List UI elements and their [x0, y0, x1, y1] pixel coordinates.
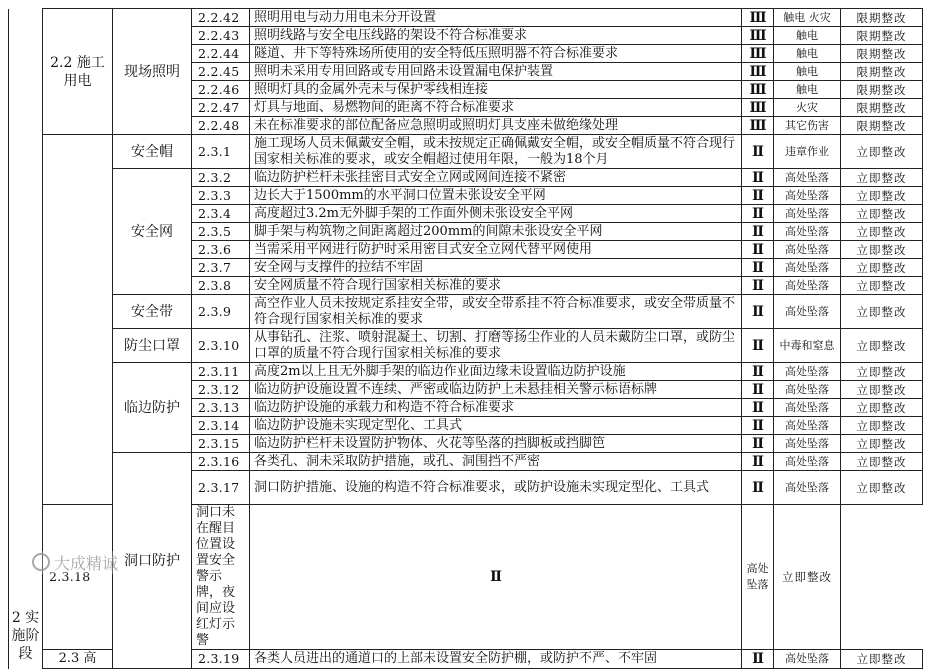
action-cell: 立即整改 — [841, 135, 923, 169]
code-cell: 2.3.1 — [192, 135, 250, 169]
hazard-cell: 高处坠落 — [774, 277, 841, 295]
description-cell: 安全网与支撑件的拉结不牢固 — [250, 259, 742, 277]
hazard-cell: 高处坠落 — [774, 205, 841, 223]
action-cell: 限期整改 — [841, 63, 923, 81]
level-cell: Ⅲ — [742, 99, 774, 117]
level-cell: Ⅱ — [742, 223, 774, 241]
level-cell: Ⅱ — [742, 435, 774, 453]
code-cell: 2.3.7 — [192, 259, 250, 277]
description-cell: 灯具与地面、易燃物间的距离不符合标准要求 — [250, 99, 742, 117]
code-cell: 2.3.12 — [192, 381, 250, 399]
description-cell: 施工现场人员未佩戴安全帽，或未按规定正确佩戴安全帽，或安全帽质量不符合现行国家相关标准的要求，或安全帽超过使用年限，一般为18个月 — [250, 135, 742, 169]
level-cell: Ⅱ — [742, 205, 774, 223]
description-cell: 边长大于1500mm的水平洞口位置未张设安全平网 — [250, 187, 742, 205]
level-cell: Ⅱ — [742, 363, 774, 381]
code-cell: 2.2.46 — [192, 81, 250, 99]
action-cell: 立即整改 — [841, 205, 923, 223]
level-cell: Ⅲ — [742, 9, 774, 27]
description-cell: 未在标准要求的部位配备应急照明或照明灯具支座未做绝缘处理 — [250, 117, 742, 135]
action-cell: 限期整改 — [841, 81, 923, 99]
action-cell: 立即整改 — [841, 259, 923, 277]
item-cell-safety-net: 安全网 — [113, 169, 192, 295]
item-cell-opening-protection: 洞口防护 — [113, 453, 192, 669]
code-cell: 2.3.17 — [192, 471, 250, 505]
watermark — [30, 551, 120, 574]
code-cell: 2.2.43 — [192, 27, 250, 45]
description-cell: 照明线路与安全电压线路的架设不符合标准要求 — [250, 27, 742, 45]
section-cell-2-3-label: 2.3 高 — [43, 650, 113, 669]
description-cell: 临边防护栏杆未张挂密目式安全立网或网间连接不紧密 — [250, 169, 742, 187]
action-cell: 立即整改 — [841, 471, 923, 505]
action-cell: 立即整改 — [774, 505, 841, 650]
description-cell: 各类孔、洞未采取防护措施，或孔、洞围挡不严密 — [250, 453, 742, 471]
code-cell: 2.3.5 — [192, 223, 250, 241]
level-cell: Ⅱ — [742, 417, 774, 435]
table-row — [9, 453, 923, 471]
description-cell: 洞口未在醒目位置设置安全警示牌，夜间应设红灯示警 — [192, 505, 250, 650]
hazard-cell: 触电 火灾 — [774, 9, 841, 27]
description-cell: 临边防护设施的承载力和构造不符合标准要求 — [250, 399, 742, 417]
table-row — [9, 363, 923, 381]
level-cell: Ⅱ — [742, 277, 774, 295]
action-cell: 立即整改 — [841, 363, 923, 381]
level-cell: Ⅲ — [742, 117, 774, 135]
action-cell: 限期整改 — [841, 45, 923, 63]
description-cell: 各类人员进出的通道口的上部未设置安全防护棚，或防护不严、不牢固 — [250, 650, 742, 669]
code-cell: 2.2.48 — [192, 117, 250, 135]
code-cell: 2.3.18 — [43, 505, 113, 650]
action-cell: 立即整改 — [841, 381, 923, 399]
action-cell: 限期整改 — [841, 117, 923, 135]
hazard-cell: 高处坠落 — [774, 223, 841, 241]
hazard-cell: 触电 — [774, 81, 841, 99]
action-cell: 立即整改 — [841, 399, 923, 417]
hazard-table — [8, 8, 923, 669]
hazard-cell: 高处坠落 — [774, 471, 841, 505]
level-cell: Ⅱ — [742, 135, 774, 169]
phase-cell: 2 实施阶段 — [9, 9, 43, 669]
code-cell: 2.3.16 — [192, 453, 250, 471]
code-cell: 2.3.11 — [192, 363, 250, 381]
hazard-cell: 高处坠落 — [774, 187, 841, 205]
description-cell: 照明用电与动力用电未分开设置 — [250, 9, 742, 27]
action-cell: 立即整改 — [841, 223, 923, 241]
wechat-logo-icon — [32, 553, 50, 571]
level-cell: Ⅱ — [742, 169, 774, 187]
code-cell: 2.3.14 — [192, 417, 250, 435]
code-cell: 2.2.47 — [192, 99, 250, 117]
hazard-cell: 高处坠落 — [774, 241, 841, 259]
level-cell: Ⅱ — [742, 259, 774, 277]
action-cell: 立即整改 — [841, 435, 923, 453]
level-cell: Ⅱ — [742, 381, 774, 399]
code-cell: 2.3.4 — [192, 205, 250, 223]
code-cell: 2.2.42 — [192, 9, 250, 27]
hazard-table-sheet — [8, 8, 922, 667]
item-cell-helmet: 安全帽 — [113, 135, 192, 169]
hazard-cell: 中毒和窒息 — [774, 329, 841, 363]
hazard-cell: 触电 — [774, 63, 841, 81]
action-cell: 立即整改 — [841, 241, 923, 259]
action-cell: 限期整改 — [841, 99, 923, 117]
description-cell: 照明灯具的金属外壳未与保护零线相连接 — [250, 81, 742, 99]
description-cell: 高度超过3.2m无外脚手架的工作面外侧未张设安全平网 — [250, 205, 742, 223]
description-cell: 脚手架与构筑物之间距离超过200mm的间隙未张设安全平网 — [250, 223, 742, 241]
level-cell: Ⅱ — [250, 505, 742, 650]
level-cell: Ⅱ — [742, 295, 774, 329]
description-cell: 临边防护设施未实现定型化、工具式 — [250, 417, 742, 435]
hazard-cell: 触电 — [774, 27, 841, 45]
description-cell: 临边防护栏杆未设置防护物体、火花等坠落的挡脚板或挡脚笆 — [250, 435, 742, 453]
hazard-cell: 高处坠落 — [774, 381, 841, 399]
hazard-cell: 高处坠落 — [774, 399, 841, 417]
hazard-cell: 高处坠落 — [774, 295, 841, 329]
hazard-cell: 高处坠落 — [774, 435, 841, 453]
hazard-cell: 触电 — [774, 45, 841, 63]
hazard-cell: 违章作业 — [774, 135, 841, 169]
hazard-cell: 高处坠落 — [774, 453, 841, 471]
hazard-cell: 高处坠落 — [774, 650, 841, 669]
description-cell: 洞口防护措施、设施的构造不符合标准要求，或防护设施未实现定型化、工具式 — [250, 471, 742, 505]
hazard-cell: 火灾 — [774, 99, 841, 117]
code-cell: 2.3.15 — [192, 435, 250, 453]
table-row — [9, 329, 923, 363]
code-cell: 2.3.9 — [192, 295, 250, 329]
hazard-cell: 高处坠落 — [774, 363, 841, 381]
code-cell: 2.3.10 — [192, 329, 250, 363]
level-cell: Ⅲ — [742, 27, 774, 45]
action-cell: 立即整改 — [841, 417, 923, 435]
code-cell: 2.3.19 — [192, 650, 250, 669]
action-cell: 立即整改 — [841, 650, 923, 669]
action-cell: 立即整改 — [841, 277, 923, 295]
table-row — [9, 169, 923, 187]
level-cell: Ⅱ — [742, 650, 774, 669]
description-cell: 临边防护设施设置不连续、严密或临边防护上未悬挂相关警示标语标牌 — [250, 381, 742, 399]
level-cell: Ⅲ — [742, 45, 774, 63]
level-cell: Ⅱ — [742, 241, 774, 259]
item-cell-safety-belt: 安全带 — [113, 295, 192, 329]
level-cell: Ⅱ — [742, 187, 774, 205]
action-cell: 限期整改 — [841, 9, 923, 27]
level-cell: Ⅱ — [742, 453, 774, 471]
code-cell: 2.3.2 — [192, 169, 250, 187]
hazard-cell: 高处坠落 — [742, 505, 774, 650]
table-row — [9, 9, 923, 27]
hazard-cell: 其它伤害 — [774, 117, 841, 135]
action-cell: 立即整改 — [841, 187, 923, 205]
watermark-text: 大成精诚 — [54, 554, 119, 573]
description-cell: 当需采用平网进行防护时采用密目式安全立网代替平网使用 — [250, 241, 742, 259]
item-cell-lighting: 现场照明 — [113, 9, 192, 135]
level-cell: Ⅲ — [742, 81, 774, 99]
code-cell: 2.3.8 — [192, 277, 250, 295]
action-cell: 立即整改 — [841, 295, 923, 329]
table-row — [9, 135, 923, 169]
description-cell: 安全网质量不符合现行国家相关标准的要求 — [250, 277, 742, 295]
section-cell-2-3 — [43, 135, 113, 505]
description-cell: 隧道、井下等特殊场所使用的安全特低压照明器不符合标准要求 — [250, 45, 742, 63]
item-cell-edge-protection: 临边防护 — [113, 363, 192, 453]
action-cell: 立即整改 — [841, 453, 923, 471]
level-cell: Ⅱ — [742, 399, 774, 417]
level-cell: Ⅱ — [742, 329, 774, 363]
description-cell: 高空作业人员未按规定系挂安全带，或安全带系挂不符合标准要求，或安全带质量不符合现行国家相关标准的要求 — [250, 295, 742, 329]
description-cell: 高度2m以上且无外脚手架的临边作业面边缘未设置临边防护设施 — [250, 363, 742, 381]
level-cell: Ⅱ — [742, 471, 774, 505]
description-cell: 照明未采用专用回路或专用回路未设置漏电保护装置 — [250, 63, 742, 81]
code-cell: 2.3.6 — [192, 241, 250, 259]
description-cell: 从事钻孔、注浆、喷射混凝土、切割、打磨等扬尘作业的人员未戴防尘口罩，或防尘口罩的质量不符合现行国家相关标准的要求 — [250, 329, 742, 363]
hazard-cell: 高处坠落 — [774, 169, 841, 187]
action-cell: 限期整改 — [841, 27, 923, 45]
action-cell: 立即整改 — [841, 329, 923, 363]
code-cell: 2.3.13 — [192, 399, 250, 417]
level-cell: Ⅲ — [742, 63, 774, 81]
section-cell-2-2: 2.2 施工用电 — [43, 9, 113, 135]
code-cell: 2.2.44 — [192, 45, 250, 63]
item-cell-dust-mask: 防尘口罩 — [113, 329, 192, 363]
code-cell: 2.3.3 — [192, 187, 250, 205]
code-cell: 2.2.45 — [192, 63, 250, 81]
table-row — [9, 295, 923, 329]
hazard-cell: 高处坠落 — [774, 417, 841, 435]
action-cell: 立即整改 — [841, 169, 923, 187]
hazard-cell: 高处坠落 — [774, 259, 841, 277]
